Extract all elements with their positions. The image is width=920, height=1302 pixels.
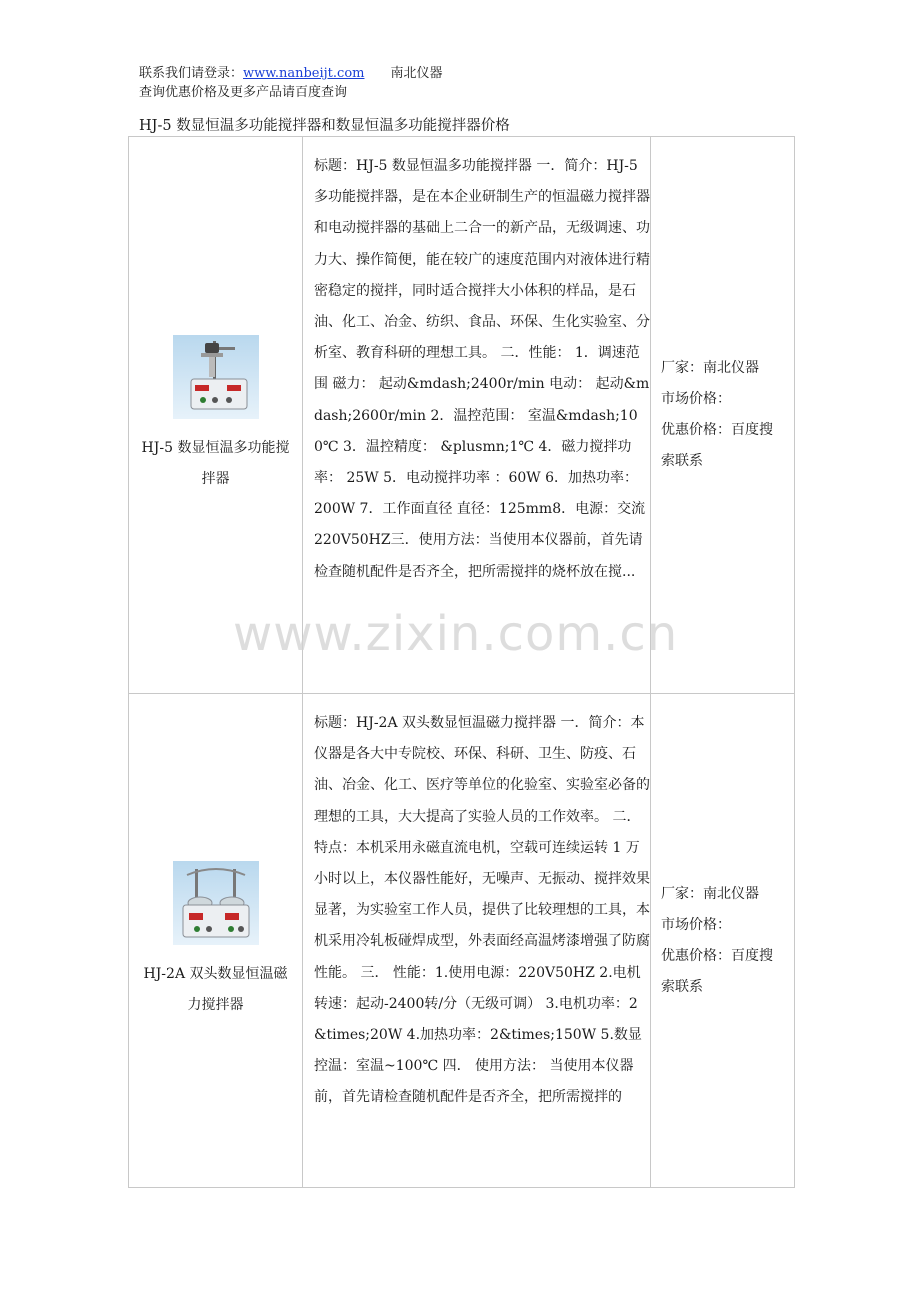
search-hint: 查询优惠价格及更多产品请百度查询 [139,85,348,100]
market-price: 市场价格： [661,916,731,933]
manufacturer: 厂家：南北仪器 [661,360,759,376]
page-header [139,64,443,102]
website-link[interactable]: www.nanbeijt.com [243,66,365,81]
product-description-cell [303,137,651,694]
product-image-cell [129,694,303,1188]
manufacturer: 厂家：南北仪器 [661,885,759,902]
document-title: HJ-5 数显恒温多功能搅拌器和数显恒温多功能搅拌器价格 [139,118,510,134]
product-table [128,136,795,1188]
product-image-cell [129,137,303,694]
product-description: 标题：HJ-2A 双头数显恒温磁力搅拌器 一．简介：本仪器是各大中专院校、环保、科研、卫生、防疫、石油、冶金、化工、医疗等单位的化验室、实验室必备的理想的工具，大大提高了实验人员的工作效率。 二． 特点：本机采用永磁直流电机，空载可连续运转 1 万小时以上，本仪器性能好，无噪声、无振动、搅拌效果显著，为实验室工作人员，提供了比较理想的工具，本机采用冷轧板碰焊成型，外表面经高温烤漆增强了防腐性能。 三． 性能：1.使用电源：220V50HZ 2.电机转速：起动-2400转/分（无级可调） 3.电机功率：2&times;20W 4.加热功率：2&times;150W 5.数显控温：室温~100℃ 四． 使用方法： 当使用本仪器前，首先请检查随机配件是否齐全，把所需搅拌的 [314,715,650,1106]
product-photo [173,335,259,419]
contact-line [139,64,443,83]
discount-price: 优惠价格：百度搜索联系 [661,947,773,995]
discount-price: 优惠价格：百度搜索联系 [661,422,773,469]
company-name: 南北仪器 [390,66,443,81]
product-description: 标题：HJ-5 数显恒温多功能搅拌器 一．简介：HJ-5 多功能搅拌器，是在本企业研制生产的恒温磁力搅拌器和电动搅拌器的基础上二合一的新产品，无级调速、功力大、操作简便，能在较广的速度范围内对液体进行精密稳定的搅拌，同时适合搅拌大小体积的样品，是石油、化工、冶金、纺织、食品、环保、生化实验室、分析室、教育科研的理想工具。 二．性能： 1．调速范围 磁力： 起动&mdash;2400r/min 电动： 起动&mdash;2600r/min 2．温控范围： 室温&mdash;100℃ 3．温控精度： &plusmn;1℃ 4．磁力搅拌功率： 25W 5．电动搅拌功率 ：60W 6．加热功率： 200W 7．工作面直径 直径：125mm8．电源：交流 220V50HZ三．使用方法：当使用本仪器前，首先请检查随机配件是否齐全，把所需搅拌的烧杯放在搅... [314,158,650,580]
product-price-cell [651,694,795,1188]
product-price-cell [651,137,795,694]
product-name: HJ-2A 双头数显恒温磁力搅拌器 [143,965,288,1013]
contact-prefix: 联系我们请登录： [139,66,244,81]
product-photo [173,861,259,945]
market-price: 市场价格： [661,391,731,407]
table-row [129,694,795,1188]
product-name: HJ-5 数显恒温多功能搅拌器 [141,440,290,487]
product-description-cell [303,694,651,1188]
watermark: www.zixin.com.cn [233,606,679,662]
table-row [129,137,795,694]
